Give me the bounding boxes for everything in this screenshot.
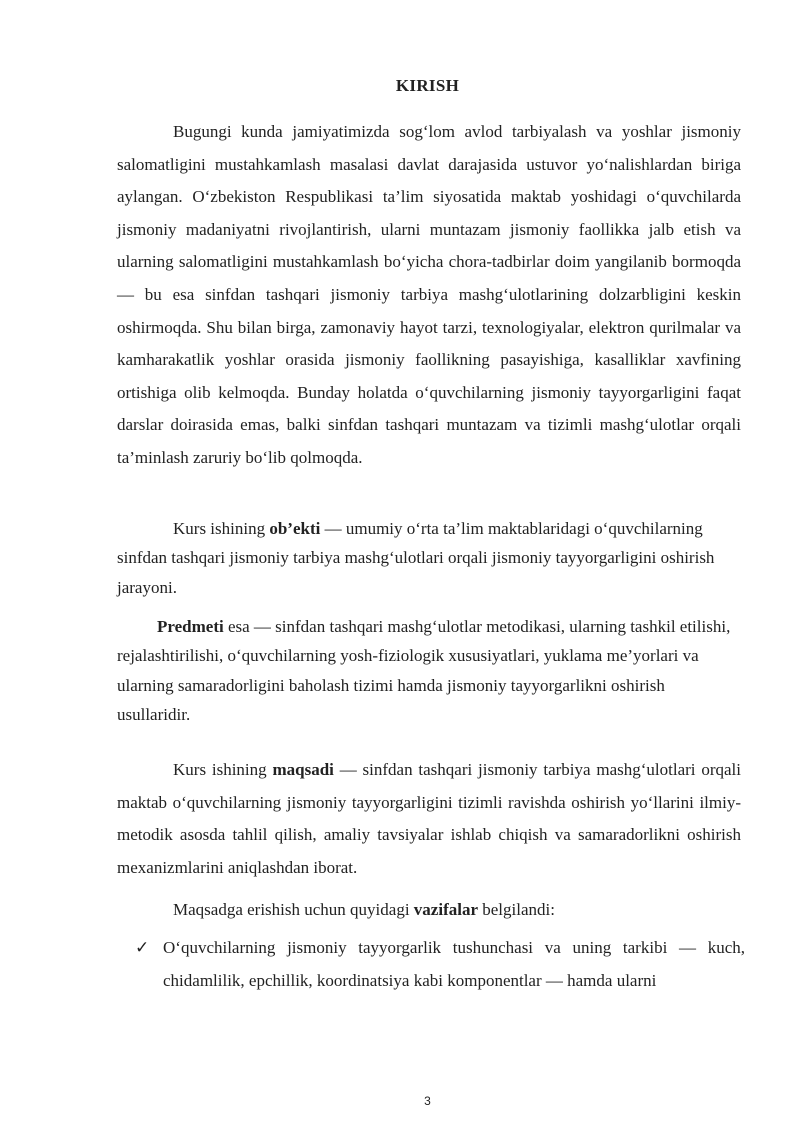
goal-term: maqsadi: [272, 760, 334, 779]
task-list-item: [135, 932, 745, 997]
goal-paragraph: [117, 754, 741, 884]
tasks-lead: Maqsadga erishish uchun quyidagi: [173, 900, 414, 919]
subject-term: Predmeti: [157, 617, 224, 636]
subject-paragraph: [117, 612, 741, 729]
page-number: 3: [424, 1094, 431, 1108]
goal-text: — sinfdan tashqari jismoniy tarbiya mashg‘ulotlari orqali maktab o‘quvchilarning jismoniy tayyorgarligini tizimli ravishda oshirish yo‘llarini ilmiy-metodik asosda tahlil qilish, amaliy tavsiyalar ishlab chiqish va samaradorlikni oshirish mexanizmlarini aniqlashdan iborat.: [117, 760, 741, 877]
checkmark-icon: ✓: [135, 938, 150, 957]
tasks-paragraph: [117, 894, 741, 927]
object-text: — umumiy o‘rta ta’lim maktablaridagi o‘quvchilarning sinfdan tashqari jismoniy tarbiya mashg‘ulotlari orqali jismoniy tayyorgarligini oshirish jarayoni.: [117, 519, 715, 597]
goal-lead: Kurs ishining: [173, 760, 273, 779]
section-title: KIRISH: [395, 76, 460, 95]
tasks-text: belgilandi:: [478, 900, 555, 919]
task-list-item-text: O‘quvchilarning jismoniy tayyorgarlik tushunchasi va uning tarkibi — kuch, chidamlilik, epchillik, koordinatsiya kabi komponentlar — hamda ularni: [163, 938, 745, 990]
object-term: ob’ekti: [269, 519, 321, 538]
object-lead: Kurs ishining: [173, 519, 270, 538]
tasks-term: vazifalar: [413, 900, 478, 919]
object-paragraph: [117, 514, 741, 602]
intro-paragraph: Bugungi kunda jamiyatimizda sog‘lom avlod tarbiyalash va yoshlar jismoniy salomatligini mustahkamlash masalasi davlat darajasida ustuvor yo‘nalishlardan biriga aylangan. O‘zbekiston Respublikasi ta’lim siyosatida maktab yoshidagi o‘quvchilarda jismoniy madaniyatni rivojlantirish, ularni muntazam jismoniy faollikka jalb etish va ularning salomatligini mustahkamlash bo‘yicha chora-tadbirlar doim yangilanib bormoqda — bu esa sinfdan tashqari jismoniy tarbiya mashg‘ulotlarining dolzarbligini keskin oshirmoqda. Shu bilan birga, zamonaviy hayot tarzi, texnologiyalar, elektron qurilmalar va kamharakatlik yoshlar orasida jismoniy faollikning pasayishiga, kasalliklar xavfining ortishiga olib kelmoqda. Bunday holatda o‘quvchilarning jismoniy tayyorgarligini faqat darslar doirasida emas, balki sinfdan tashqari muntazam va tizimli mashg‘ulotlar orqali ta’minlash zaruriy bo‘lib qolmoqda.: [117, 122, 741, 467]
subject-text: esa — sinfdan tashqari mashg‘ulotlar metodikasi, ularning tashkil etilishi, rejalashtirilishi, o‘quvchilarning yosh-fiziologik xususiyatlari, yuklama me’yorlari va ularning samaradorligini baholash tizimi hamda jismoniy tayyorgarlikni oshirish usullaridir.: [117, 617, 731, 724]
